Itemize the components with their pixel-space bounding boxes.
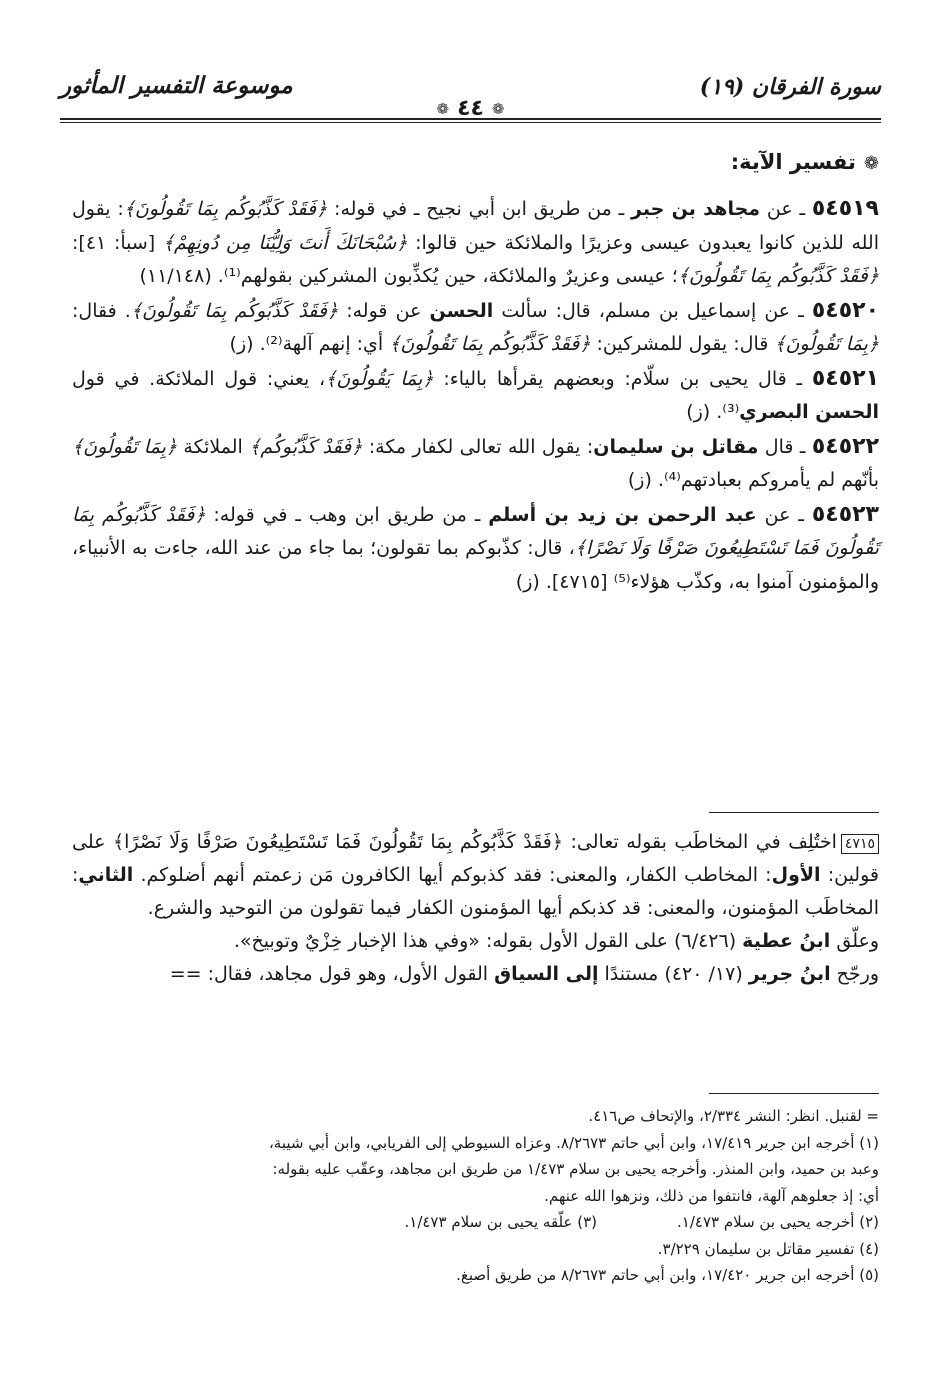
text-run: (٦/٤٢٦) على القول الأول بقوله: «وفي هذا الإخبار خِزْيٌ وتوبيخ». <box>233 930 743 952</box>
footnotes <box>72 1103 879 1289</box>
text-run: ⁽³⁾. (ز) <box>686 401 740 423</box>
text-run: ـ قال <box>758 435 812 458</box>
footnote: (١) أخرجه ابن جرير ١٧/٤١٩، وابن أبي حاتم ٨/٢٦٧٣. وعزاه السيوطي إلى الفريابي، وابن أبي شيبة، <box>268 1133 879 1152</box>
footnote: (٤) تفسير مقاتل بن سليمان ٣/٢٢٩. <box>657 1239 879 1258</box>
text-run: اختُلِف في المخاطَب بقوله تعالى: <box>563 831 837 853</box>
text-run: القول الأول، وهو قول مجاهد، فقال: == <box>169 963 495 985</box>
quran-quote: ﴿بِمَا يَقُولُونَ﴾ <box>325 367 434 390</box>
emphasized-name: ابنُ جرير <box>748 963 831 985</box>
quran-quote: ﴿فَقَدْ كَذَّبُوكُم بِمَا تَقُولُونَ﴾ <box>389 333 591 355</box>
text-run: الملائكة <box>177 435 250 458</box>
footnote-rule <box>709 1093 879 1094</box>
ornament-icon: ❁ <box>491 100 505 118</box>
entry-number: ٥٤٥٢٠ <box>811 297 880 323</box>
text-run: . فقال: <box>72 299 131 322</box>
text-run: عن قوله: <box>338 299 430 322</box>
header-rule <box>60 118 881 120</box>
emphasized-name: مجاهد بن جبر <box>631 198 761 220</box>
quran-quote: ﴿فَقَدْ كَذَّبُوكُم بِمَا تَقُولُونَ فَمَا تَسْتَطِيعُونَ صَرْفًا وَلَا نَصْرًا﴾ <box>72 503 879 559</box>
text-run: على قولين: <box>72 831 879 886</box>
text-run: : المخاطب الكفار، والمعنى: فقد كذبوكم أيها الكافرون مَن زعمتم أنهم أضلوكم. <box>133 864 772 886</box>
text-run: ـ من طريق ابن وهب ـ في قوله: <box>205 503 489 526</box>
quran-quote: ﴿سُبْحَانَكَ أَنتَ وَلِيُّنَا مِن دُونِهِمْ﴾ <box>162 231 408 254</box>
page-number: ٤٤ <box>457 96 484 121</box>
text-run: قال: يقول للمشركين: <box>590 333 775 355</box>
commentary-paragraph <box>72 958 879 991</box>
text-run: ، يعني: قول الملائكة. في قول <box>72 367 326 390</box>
text-run: : يقول الله للذين كانوا يعبدون عيسى وعزيرًا والملائكة حين قالوا: <box>72 198 880 254</box>
text-run: : يقول الله تعالى لكفار مكة: <box>362 435 594 458</box>
tafsir-entry <box>72 192 879 294</box>
entry-number: ٥٤٥١٩ <box>811 196 879 221</box>
surah-title: سورة الفرقان (١٩) <box>699 74 881 100</box>
text-run: بأنّهم لم يأمروكم بعبادتهم⁽⁴⁾. (ز) <box>627 469 879 491</box>
quran-quote: ﴿بِمَا تَقُولُونَ﴾ <box>72 435 178 458</box>
quran-quote: ﴿فَقَدْ كَذَّبُوكُم بِمَا تَقُولُونَ﴾ <box>677 265 879 287</box>
text-run: : المخاطَب المؤمنون، والمعنى: قد كذبكم أيها المؤمنون الكفار فيما تقولون من التوحيد والشرع. <box>72 864 879 919</box>
text-run: أي: إنهم آلهة⁽²⁾. (ز) <box>229 333 390 355</box>
emphasized-name: إلى السياق <box>494 963 599 985</box>
entry-number: ٥٤٥٢١ <box>811 365 879 391</box>
emphasized-name: الحسن <box>429 299 494 322</box>
quran-quote: ﴿فَقَدْ كَذَّبُوكُم بِمَا تَقُولُونَ فَمَا تَسْتَطِيعُونَ صَرْفًا وَلَا نَصْرًا﴾ <box>112 831 564 853</box>
tafsir-entry <box>72 498 879 600</box>
entry-number: ٥٤٥٢٢ <box>811 433 879 459</box>
text-run: وعلّق <box>830 930 879 952</box>
text-run: [سبأ: ٤١]: <box>72 231 163 254</box>
emphasized-name: الثاني <box>78 864 134 886</box>
text-run: ورجّح <box>830 963 879 985</box>
footnote: = لقنبل. انظر: النشر ٢/٣٣٤، والإتحاف ص٤١٦. <box>588 1107 879 1125</box>
emphasized-name: الحسن البصري <box>739 401 879 423</box>
book-title: موسوعة التفسير المأثور <box>60 72 293 99</box>
text-run: ـ قال يحيى بن سلّام: وبعضهم يقرأها بالياء: <box>433 367 812 390</box>
text-run: ـ عن إسماعيل بن مسلم، قال: سألت <box>493 299 812 322</box>
emphasized-name: مقاتل بن سليمان <box>593 435 759 458</box>
footnote: وعبد بن حميد، وابن المنذر. وأخرجه يحيى بن سلام ١/٤٧٣ من طريق ابن مجاهد، وعقّب عليه بقوله: <box>272 1160 879 1178</box>
footnote: (٣) علّقه يحيى بن سلام ١/٤٧٣. <box>404 1213 597 1231</box>
text-run: ـ عن <box>756 503 812 526</box>
emphasized-name: ابنُ عطية <box>742 930 831 952</box>
quran-quote: ﴿فَقَدْ كَذَّبُوكُم﴾ <box>249 435 363 458</box>
footnote: (٥) أخرجه ابن جرير ١٧/٤٢٠، وابن أبي حاتم ٨/٢٦٧٣ من طريق أصبغ. <box>456 1266 879 1284</box>
tafsir-entry <box>72 294 879 362</box>
section-heading <box>731 150 879 174</box>
footnote: أي: إذ جعلوهم آلهة، فانتفوا من ذلك، ونزهوا الله عنهم. <box>544 1186 879 1205</box>
commentary-number-box: ٤٧١٥ <box>841 834 879 854</box>
footnote: (٢) أخرجه يحيى بن سلام ١/٤٧٣. <box>677 1213 879 1231</box>
text-run: ، قال: كذّبوكم بما تقولون؛ بما جاء من عند الله، جاءت به الأنبياء، والمؤمنون آمنوا به، وكذّب هؤلاء⁽⁵⁾ [٤٧١٥]. (ز) <box>72 537 879 593</box>
commentary-paragraph <box>72 925 879 958</box>
commentary-paragraph <box>72 826 879 925</box>
commentary-block <box>72 826 879 991</box>
tafsir-entry <box>72 430 879 498</box>
text-run: (١٧/ ٤٢٠) مستندًا <box>598 963 749 985</box>
footnote-row <box>72 1209 879 1236</box>
page-header <box>60 66 881 126</box>
emphasized-name: عبد الرحمن بن زيد بن أسلم <box>488 503 757 526</box>
tafsir-entry <box>72 362 879 430</box>
quran-quote: ﴿فَقَدْ كَذَّبُوكُم بِمَا تَقُولُونَ﴾ <box>130 299 339 322</box>
text-run: ـ عن <box>760 198 812 220</box>
text-run: ؛ عيسى وعزيرٌ والملائكة، حين يُكذِّبون المشركين بقولهم⁽¹⁾. (١١/١٤٨) <box>139 265 678 287</box>
emphasized-name: الأول <box>771 864 821 886</box>
ornament-icon: ❁ <box>436 100 450 118</box>
quran-quote: ﴿بِمَا تَقُولُونَ﴾ <box>774 333 879 355</box>
flower-ornament-icon: ❁ <box>863 153 879 174</box>
header-rule <box>60 122 881 123</box>
entry-number: ٥٤٥٢٣ <box>811 501 879 527</box>
text-run: ـ من طريق ابن أبي نجيح ـ في قوله: <box>327 198 632 220</box>
section-heading-text: تفسير الآية: <box>730 150 856 174</box>
quran-quote: ﴿فَقَدْ كَذَّبُوكُم بِمَا تَقُولُونَ﴾ <box>123 198 328 220</box>
separator-rule <box>709 812 879 813</box>
tafsir-entries <box>72 192 879 599</box>
